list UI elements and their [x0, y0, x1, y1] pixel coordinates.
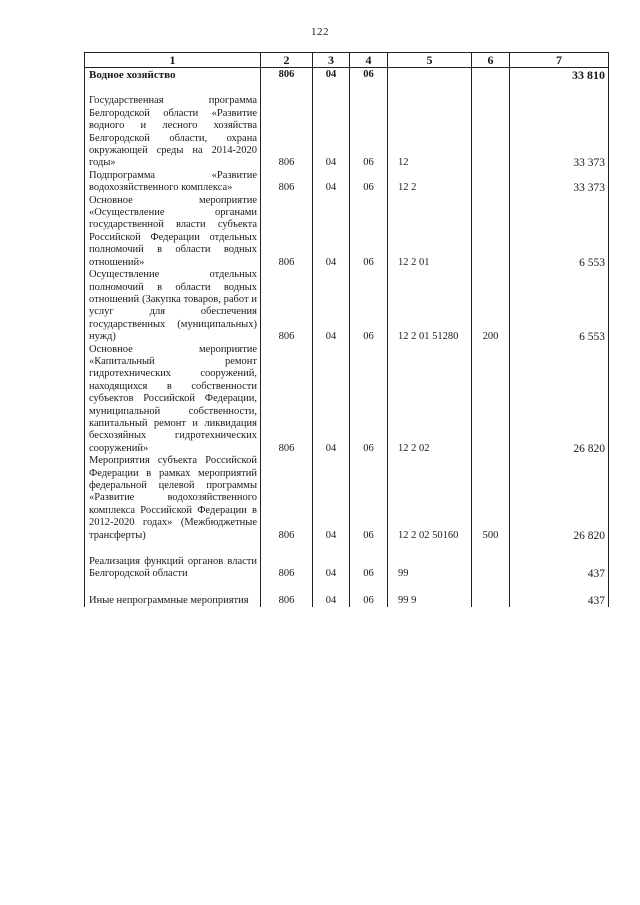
- row-code-2: 806: [261, 95, 313, 169]
- row-code-3: 04: [313, 455, 350, 542]
- row-code-5: 99: [388, 556, 472, 581]
- row-amount: 437: [510, 595, 609, 607]
- row-code-3: 04: [313, 170, 350, 195]
- table-spacer: [85, 581, 609, 595]
- row-code-6: 500: [472, 455, 510, 542]
- row-code-5: 12 2 02 50160: [388, 455, 472, 542]
- row-name: Государственная программа Белгородской области «Развитие водного и лесного хозяйства Белгородской области, охрана окружающей среды на 2014-2020 годы»: [85, 95, 261, 169]
- row-code-2: 806: [261, 269, 313, 343]
- row-name: Мероприятия субъекта Российской Федерации в рамках мероприятий федеральной целевой программы «Развитие водохозяйственного комплекса Российской Федерации в 2012-2020 годах» (Межбюджетные трансферты): [85, 455, 261, 542]
- row-code-6: [472, 95, 510, 169]
- row-code-2: 806: [261, 595, 313, 607]
- row-code-2: 806: [261, 556, 313, 581]
- row-name: Основное мероприятие «Капитальный ремонт гидротехнических сооружений, находящихся в собственности субъектов Российской Федерации, муниципальной собственности, капитальный ремонт и ликвидация бесхозяйных гидротехнических сооружений»: [85, 344, 261, 456]
- row-code-5: 12 2: [388, 170, 472, 195]
- table-row: [85, 195, 609, 269]
- table-row: [85, 95, 609, 169]
- row-code-4: 06: [350, 170, 388, 195]
- table-row: [85, 269, 609, 343]
- row-name: Подпрограмма «Развитие водохозяйственного комплекса»: [85, 170, 261, 195]
- column-header-2: 2: [261, 53, 313, 68]
- row-amount: 26 820: [510, 344, 609, 456]
- row-amount: 33 810: [510, 68, 609, 82]
- header-row: [85, 53, 609, 68]
- row-code-4: 06: [350, 95, 388, 169]
- row-code-3: 04: [313, 68, 350, 82]
- row-code-6: [472, 195, 510, 269]
- row-code-4: 06: [350, 595, 388, 607]
- table-row: [85, 68, 609, 82]
- column-header-6: 6: [472, 53, 510, 68]
- row-code-4: 06: [350, 556, 388, 581]
- row-name: Иные непрограммные мероприятия: [85, 595, 261, 607]
- table-row: [85, 595, 609, 607]
- row-name: Водное хозяйство: [85, 68, 261, 82]
- table-row: [85, 344, 609, 456]
- table-spacer: [85, 81, 609, 95]
- row-code-6: [472, 68, 510, 82]
- row-name: Основное мероприятие «Осуществление органами государственной власти субъекта Российской Федерации отдельных полномочий в области водных отношений»: [85, 195, 261, 269]
- row-code-5: 12 2 01: [388, 195, 472, 269]
- row-code-5: 12 2 01 51280: [388, 269, 472, 343]
- row-code-3: 04: [313, 344, 350, 456]
- column-header-5: 5: [388, 53, 472, 68]
- row-code-3: 04: [313, 595, 350, 607]
- row-code-6: [472, 170, 510, 195]
- table-row: [85, 556, 609, 581]
- table-row: [85, 455, 609, 542]
- row-code-5: [388, 68, 472, 82]
- row-code-2: 806: [261, 170, 313, 195]
- budget-table: [84, 52, 609, 607]
- table-spacer: [85, 542, 609, 556]
- row-name: Реализация функций органов власти Белгородской области: [85, 556, 261, 581]
- row-code-3: 04: [313, 195, 350, 269]
- row-code-4: 06: [350, 195, 388, 269]
- row-code-4: 06: [350, 68, 388, 82]
- row-code-3: 04: [313, 95, 350, 169]
- row-code-3: 04: [313, 269, 350, 343]
- row-code-4: 06: [350, 269, 388, 343]
- row-code-3: 04: [313, 556, 350, 581]
- row-code-2: 806: [261, 455, 313, 542]
- row-amount: 33 373: [510, 170, 609, 195]
- row-amount: 33 373: [510, 95, 609, 169]
- row-amount: 26 820: [510, 455, 609, 542]
- column-header-1: 1: [85, 53, 261, 68]
- column-header-3: 3: [313, 53, 350, 68]
- row-code-2: 806: [261, 68, 313, 82]
- row-amount: 6 553: [510, 269, 609, 343]
- row-code-4: 06: [350, 344, 388, 456]
- row-code-5: 12 2 02: [388, 344, 472, 456]
- row-code-2: 806: [261, 344, 313, 456]
- table-row: [85, 170, 609, 195]
- row-code-5: 99 9: [388, 595, 472, 607]
- row-amount: 6 553: [510, 195, 609, 269]
- row-code-6: [472, 556, 510, 581]
- page-number: 122: [311, 26, 329, 38]
- row-code-4: 06: [350, 455, 388, 542]
- column-header-4: 4: [350, 53, 388, 68]
- row-amount: 437: [510, 556, 609, 581]
- row-code-6: [472, 595, 510, 607]
- row-name: Осуществление отдельных полномочий в области водных отношений (Закупка товаров, работ и услуг для обеспечения государственных (муниципальных) нужд): [85, 269, 261, 343]
- row-code-2: 806: [261, 195, 313, 269]
- column-header-7: 7: [510, 53, 609, 68]
- row-code-5: 12: [388, 95, 472, 169]
- row-code-6: [472, 344, 510, 456]
- row-code-6: 200: [472, 269, 510, 343]
